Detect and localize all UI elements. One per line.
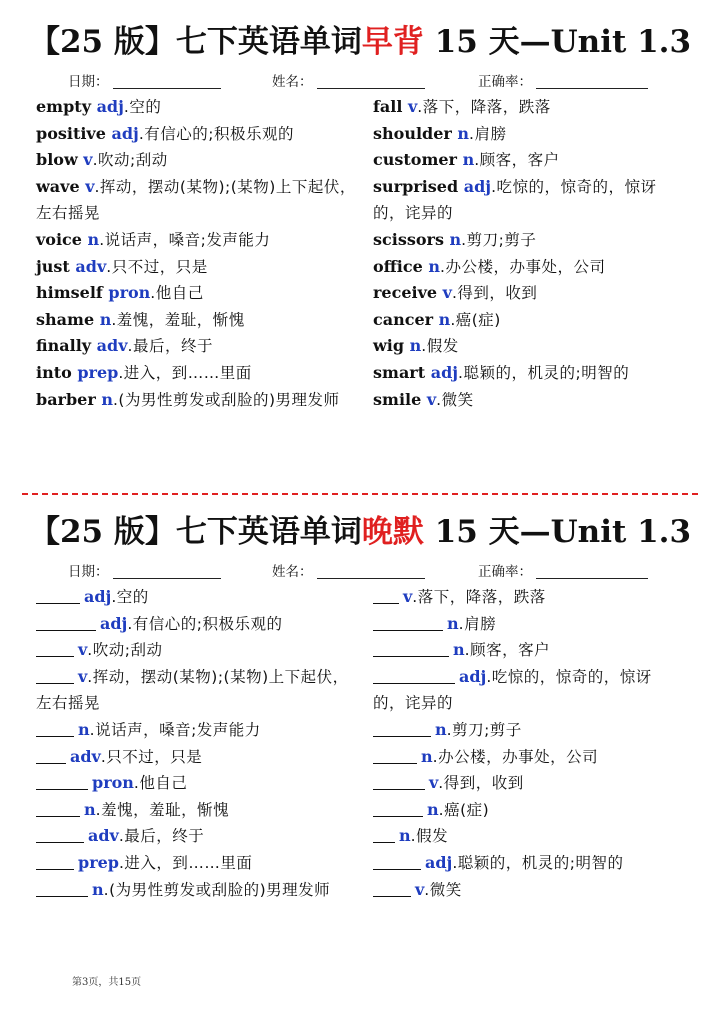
- chinese-definition: .顾客，客户: [464, 641, 551, 660]
- chinese-definition: .吃惊的，惊奇的，惊讶的，诧异的: [373, 667, 652, 713]
- chinese-definition: .落下，降落，跌落: [412, 588, 546, 606]
- word-entry: [373, 307, 673, 334]
- dictation-entry: [373, 823, 673, 850]
- part-of-speech: v: [85, 176, 95, 196]
- answer-blank[interactable]: [373, 828, 395, 843]
- chinese-definition: .落下，降落，跌落: [417, 98, 551, 116]
- part-of-speech: n: [449, 229, 462, 249]
- name-label: 姓名：: [272, 564, 313, 580]
- english-word: scissors: [373, 229, 444, 249]
- part-of-speech: adj: [96, 97, 124, 116]
- word-entry: [36, 174, 356, 227]
- dictation-left-column: [36, 584, 356, 903]
- part-of-speech: prep: [77, 362, 119, 382]
- recite-title-suffix: 15 天—Unit 1.3: [423, 24, 692, 60]
- dictation-title: [0, 512, 720, 552]
- recite-title: [0, 22, 720, 62]
- chinese-definition: .空的: [111, 588, 149, 606]
- recite-right-column: [373, 94, 673, 413]
- answer-blank[interactable]: [373, 642, 449, 657]
- part-of-speech: n: [438, 309, 451, 329]
- answer-blank[interactable]: [36, 802, 80, 817]
- word-entry: [373, 254, 673, 281]
- answer-blank[interactable]: [36, 669, 74, 684]
- english-word: voice: [36, 229, 82, 249]
- english-word: fall: [373, 97, 403, 116]
- word-entry: [373, 360, 673, 387]
- dictation-meta-row: [0, 558, 720, 582]
- english-word: empty: [36, 97, 91, 116]
- dictation-entry: [373, 717, 673, 744]
- chinese-definition: .肩膀: [458, 614, 497, 633]
- word-entry: [36, 147, 356, 174]
- recite-meta-row: [0, 68, 720, 92]
- answer-blank[interactable]: [36, 589, 80, 604]
- part-of-speech: n: [421, 746, 433, 766]
- chinese-definition: .微笑: [436, 390, 474, 409]
- chinese-definition: .最后，终于: [118, 827, 205, 846]
- dictation-entry: [373, 584, 673, 611]
- part-of-speech: adj: [425, 852, 453, 872]
- recite-title-highlight: 早背: [361, 24, 424, 60]
- dictation-title-highlight: 晚默: [361, 514, 424, 550]
- part-of-speech: adj: [463, 176, 492, 196]
- chinese-definition: .(为男性剪发或刮脸的)男理发师: [103, 880, 331, 899]
- english-word: receive: [373, 283, 438, 303]
- chinese-definition: .他自己: [150, 284, 204, 303]
- dictation-section: [0, 512, 720, 899]
- english-word: shame: [36, 309, 95, 329]
- chinese-definition: .最后，终于: [127, 337, 213, 356]
- answer-blank[interactable]: [373, 882, 411, 897]
- part-of-speech: pron: [108, 283, 151, 303]
- chinese-definition: .顾客，客户: [474, 151, 560, 170]
- recite-title-prefix: 【25 版】七下英语单词: [28, 24, 362, 60]
- word-entry: [36, 121, 356, 148]
- chinese-definition: .假发: [410, 827, 449, 846]
- chinese-definition: .进入，到……里面: [118, 853, 253, 872]
- word-entry: [373, 147, 673, 174]
- english-word: himself: [36, 283, 103, 303]
- dictation-entry: [36, 744, 356, 771]
- answer-blank[interactable]: [373, 722, 431, 737]
- chinese-definition: .剪刀;剪子: [461, 230, 537, 249]
- chinese-definition: .吹动;刮动: [92, 151, 168, 170]
- answer-blank[interactable]: [373, 802, 423, 817]
- chinese-definition: .癌(症): [438, 800, 490, 819]
- chinese-definition: .羞愧，羞耻，惭愧: [111, 310, 245, 329]
- english-word: cancer: [373, 309, 434, 329]
- part-of-speech: adv: [70, 746, 101, 766]
- dictation-entry: [36, 664, 356, 717]
- chinese-definition: .进入，到……里面: [118, 363, 252, 382]
- chinese-definition: .剪刀;剪子: [446, 720, 522, 739]
- dictation-entry: [373, 637, 673, 664]
- english-word: just: [36, 256, 70, 276]
- word-entry: [36, 307, 356, 334]
- word-entry: [36, 387, 356, 414]
- chinese-definition: .得到，收到: [451, 284, 538, 303]
- chinese-definition: .说话声，嗓音;发声能力: [89, 720, 261, 739]
- answer-blank[interactable]: [373, 749, 417, 764]
- part-of-speech: n: [457, 123, 470, 143]
- english-word: smart: [373, 362, 426, 382]
- english-word: positive: [36, 123, 106, 143]
- answer-blank[interactable]: [36, 722, 74, 737]
- part-of-speech: n: [409, 336, 422, 356]
- chinese-definition: .有信心的;积极乐观的: [127, 614, 283, 633]
- word-entry: [373, 174, 673, 227]
- answer-blank[interactable]: [373, 775, 425, 790]
- part-of-speech: prep: [78, 852, 119, 872]
- dictation-entry: [36, 850, 356, 877]
- part-of-speech: n: [447, 613, 459, 633]
- word-entry: [373, 280, 673, 307]
- date-blank[interactable]: [113, 563, 221, 579]
- part-of-speech: v: [429, 773, 439, 793]
- chinese-definition: .只不过，只是: [100, 747, 203, 766]
- part-of-speech: adv: [96, 336, 128, 356]
- dictation-entry: [36, 717, 356, 744]
- chinese-definition: .办公楼，办事处，公司: [440, 257, 606, 276]
- answer-blank[interactable]: [36, 775, 88, 790]
- part-of-speech: adj: [111, 123, 139, 143]
- chinese-definition: .办公楼，办事处，公司: [432, 747, 599, 766]
- cut-line-divider: [22, 493, 698, 495]
- date-blank[interactable]: [113, 73, 221, 89]
- word-entry: [36, 360, 356, 387]
- dictation-entry: [373, 770, 673, 797]
- accuracy-label: 正确率：: [478, 74, 532, 90]
- word-entry: [373, 387, 673, 414]
- dictation-entry: [373, 850, 673, 877]
- part-of-speech: n: [92, 879, 104, 899]
- answer-blank[interactable]: [36, 749, 66, 764]
- dictation-entry: [373, 664, 673, 717]
- dictation-entry: [373, 611, 673, 638]
- answer-blank[interactable]: [36, 882, 88, 897]
- dictation-entry: [36, 584, 356, 611]
- answer-blank[interactable]: [373, 669, 455, 684]
- answer-blank[interactable]: [36, 616, 96, 631]
- chinese-definition: .羞愧，羞耻，惭愧: [95, 800, 230, 819]
- dictation-entry: [373, 877, 673, 904]
- english-word: into: [36, 362, 72, 382]
- chinese-definition: .聪颖的，机灵的;明智的: [452, 853, 624, 872]
- dictation-entry: [36, 770, 356, 797]
- chinese-definition: .有信心的;积极乐观的: [138, 124, 294, 143]
- name-label: 姓名：: [272, 74, 313, 90]
- dictation-entry: [36, 637, 356, 664]
- answer-blank[interactable]: [373, 589, 399, 604]
- part-of-speech: n: [427, 799, 439, 819]
- date-label: 日期：: [68, 74, 109, 90]
- chinese-definition: .他自己: [133, 774, 188, 793]
- english-word: surprised: [373, 176, 459, 196]
- dictation-entry: [373, 744, 673, 771]
- dictation-entry: [36, 797, 356, 824]
- part-of-speech: n: [428, 256, 441, 276]
- english-word: finally: [36, 336, 92, 356]
- part-of-speech: adv: [75, 256, 107, 276]
- accuracy-blank[interactable]: [536, 73, 648, 89]
- english-word: shoulder: [373, 123, 452, 143]
- chinese-definition: .微笑: [424, 880, 462, 899]
- part-of-speech: v: [403, 587, 413, 606]
- chinese-definition: .得到，收到: [438, 774, 524, 793]
- chinese-definition: .只不过，只是: [106, 257, 208, 276]
- chinese-definition: .(为男性剪发或刮脸的)男理发师: [113, 390, 340, 409]
- english-word: wave: [36, 176, 80, 196]
- part-of-speech: adj: [100, 613, 128, 633]
- english-word: wig: [373, 336, 405, 356]
- part-of-speech: v: [83, 150, 93, 170]
- part-of-speech: v: [78, 640, 88, 660]
- dictation-entry: [36, 611, 356, 638]
- chinese-definition: .肩膀: [469, 124, 507, 143]
- part-of-speech: pron: [92, 773, 134, 793]
- dictation-entry: [36, 877, 356, 904]
- dictation-title-suffix: 15 天—Unit 1.3: [423, 514, 692, 550]
- chinese-definition: .空的: [123, 98, 162, 116]
- part-of-speech: v: [442, 283, 452, 303]
- word-entry: [36, 280, 356, 307]
- part-of-speech: n: [101, 389, 113, 409]
- chinese-definition: .癌(症): [450, 310, 501, 329]
- recite-left-column: [36, 94, 356, 413]
- answer-blank[interactable]: [36, 855, 74, 870]
- part-of-speech: v: [407, 97, 418, 116]
- dictation-title-prefix: 【25 版】七下英语单词: [28, 514, 362, 550]
- chinese-definition: .吃惊的，惊奇的，惊讶的，诧异的: [373, 177, 657, 223]
- accuracy-label: 正确率：: [478, 564, 532, 580]
- dictation-entry: [373, 797, 673, 824]
- word-entry: [36, 94, 356, 121]
- part-of-speech: v: [78, 666, 88, 686]
- part-of-speech: n: [462, 150, 475, 170]
- date-label: 日期：: [68, 564, 109, 580]
- part-of-speech: n: [453, 640, 465, 660]
- part-of-speech: n: [78, 719, 90, 739]
- dictation-right-column: [373, 584, 673, 903]
- part-of-speech: adj: [84, 587, 112, 606]
- word-entry: [36, 227, 356, 254]
- page-footer: 第3页，共15页: [72, 977, 142, 988]
- name-blank[interactable]: [317, 73, 425, 89]
- part-of-speech: n: [87, 229, 100, 249]
- word-entry: [373, 94, 673, 121]
- chinese-definition: .说话声，嗓音;发声能力: [99, 230, 271, 249]
- chinese-definition: .挥动，摆动(某物);(某物)上下起伏，左右摇晃: [36, 667, 349, 713]
- answer-blank[interactable]: [373, 855, 421, 870]
- part-of-speech: adj: [430, 362, 459, 382]
- chinese-definition: .假发: [421, 337, 459, 356]
- word-entry: [373, 227, 673, 254]
- part-of-speech: n: [99, 309, 112, 329]
- word-entry: [36, 333, 356, 360]
- part-of-speech: v: [415, 879, 425, 899]
- part-of-speech: n: [84, 799, 96, 819]
- chinese-definition: .挥动，摆动(某物);(某物)上下起伏，左右摇晃: [36, 177, 356, 223]
- dictation-entry: [36, 823, 356, 850]
- name-blank[interactable]: [317, 563, 425, 579]
- part-of-speech: adj: [459, 666, 487, 686]
- word-entry: [373, 121, 673, 148]
- english-word: blow: [36, 150, 78, 170]
- part-of-speech: v: [426, 389, 437, 409]
- part-of-speech: n: [399, 826, 411, 846]
- chinese-definition: .聪颖的，机灵的;明智的: [458, 363, 630, 382]
- english-word: smile: [373, 389, 422, 409]
- part-of-speech: n: [435, 719, 447, 739]
- answer-blank[interactable]: [36, 828, 84, 843]
- part-of-speech: adv: [88, 826, 119, 846]
- english-word: office: [373, 256, 423, 276]
- word-entry: [36, 254, 356, 281]
- recite-section: [0, 22, 720, 409]
- accuracy-blank[interactable]: [536, 563, 648, 579]
- english-word: barber: [36, 389, 96, 409]
- answer-blank[interactable]: [373, 616, 443, 631]
- word-entry: [373, 333, 673, 360]
- chinese-definition: .吹动;刮动: [87, 641, 163, 660]
- answer-blank[interactable]: [36, 642, 74, 657]
- english-word: customer: [373, 150, 457, 170]
